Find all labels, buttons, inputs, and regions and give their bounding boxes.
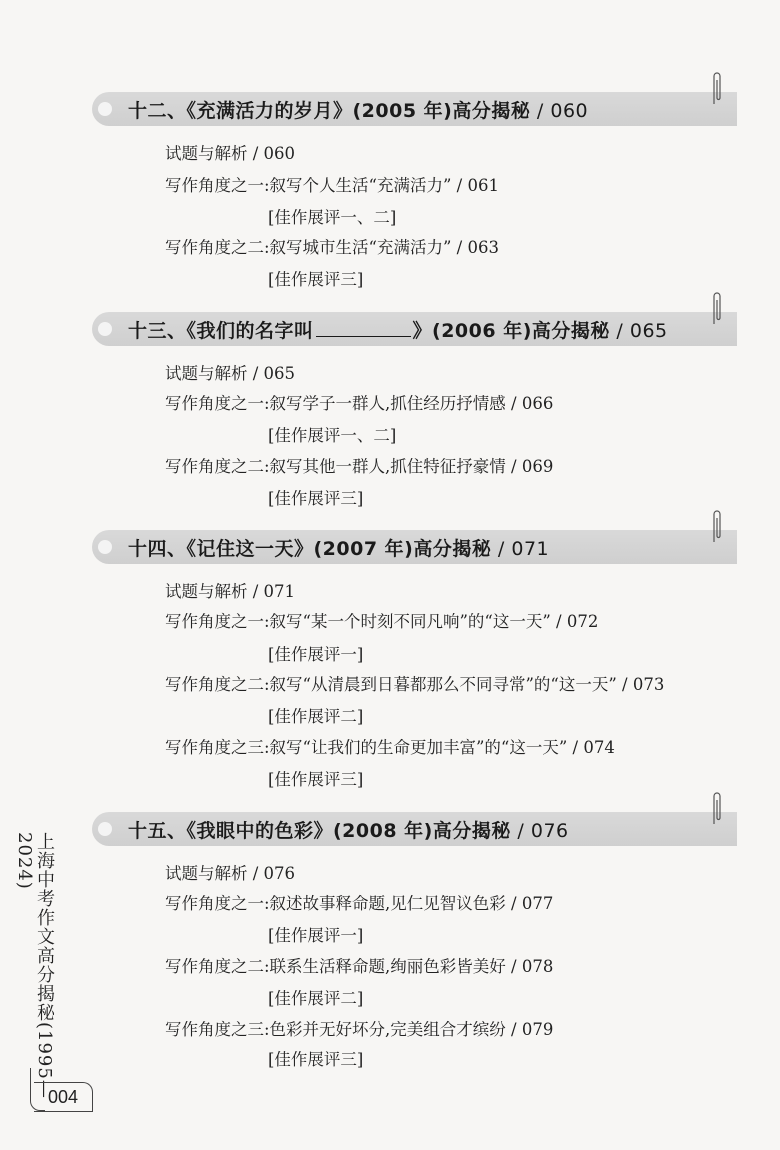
toc-entry[interactable]: 写作角度之二:叙写城市生活“充满活力” / 063 bbox=[165, 238, 499, 257]
toc-subentry[interactable]: [佳作展评二] bbox=[268, 989, 364, 1008]
bullet-dot-icon bbox=[98, 540, 112, 554]
toc-entry[interactable]: 写作角度之一:叙写“某一个时刻不同凡响”的“这一天” / 072 bbox=[165, 612, 599, 631]
section-banner bbox=[92, 92, 737, 126]
toc-entry[interactable]: 试题与解析 / 060 bbox=[165, 144, 296, 163]
paperclip-icon bbox=[711, 70, 723, 106]
toc-entry[interactable]: 写作角度之二:叙写“从清晨到日暮都那么不同寻常”的“这一天” / 073 bbox=[165, 675, 665, 694]
toc-entry[interactable]: 写作角度之二:联系生活释命题,绚丽色彩皆美好 / 078 bbox=[165, 957, 554, 976]
page-number: 004 bbox=[34, 1082, 93, 1112]
toc-subentry[interactable]: [佳作展评三] bbox=[268, 270, 364, 289]
toc-entry[interactable]: 试题与解析 / 076 bbox=[165, 864, 296, 883]
toc-subentry[interactable]: [佳作展评三] bbox=[268, 1050, 364, 1069]
bullet-dot-icon bbox=[98, 102, 112, 116]
toc-entry[interactable]: 写作角度之三:叙写“让我们的生命更加丰富”的“这一天” / 074 bbox=[165, 738, 615, 757]
bullet-dot-icon bbox=[98, 822, 112, 836]
book-title-sidebar: 上海中考作文高分揭秘(1995—2024) bbox=[14, 832, 55, 1099]
toc-subentry[interactable]: [佳作展评三] bbox=[268, 489, 364, 508]
section-banner bbox=[92, 312, 737, 346]
section-banner bbox=[92, 530, 737, 564]
toc-entry[interactable]: 试题与解析 / 071 bbox=[165, 582, 296, 601]
toc-entry[interactable]: 写作角度之一:叙写个人生活“充满活力” / 061 bbox=[165, 176, 499, 195]
toc-entry[interactable]: 写作角度之三:色彩并无好坏分,完美组合才缤纷 / 079 bbox=[165, 1020, 554, 1039]
section-title: 十三、《我们的名字叫 》(2006 年)高分揭秘 / 065 bbox=[128, 320, 668, 342]
toc-entry[interactable]: 写作角度之一:叙述故事释命题,见仁见智议色彩 / 077 bbox=[165, 894, 554, 913]
paperclip-icon bbox=[711, 290, 723, 326]
section-title: 十四、《记住这一天》(2007 年)高分揭秘 / 071 bbox=[128, 538, 550, 560]
toc-subentry[interactable]: [佳作展评一、二] bbox=[268, 426, 397, 445]
section-banner bbox=[92, 812, 737, 846]
section-title: 十二、《充满活力的岁月》(2005 年)高分揭秘 / 060 bbox=[128, 100, 589, 122]
paperclip-icon bbox=[711, 790, 723, 826]
toc-entry[interactable]: 写作角度之二:叙写其他一群人,抓住特征抒豪情 / 069 bbox=[165, 457, 554, 476]
toc-subentry[interactable]: [佳作展评三] bbox=[268, 770, 364, 789]
toc-entry[interactable]: 试题与解析 / 065 bbox=[165, 364, 296, 383]
toc-subentry[interactable]: [佳作展评一] bbox=[268, 926, 364, 945]
toc-subentry[interactable]: [佳作展评一] bbox=[268, 645, 364, 664]
toc-subentry[interactable]: [佳作展评一、二] bbox=[268, 208, 397, 227]
toc-entry[interactable]: 写作角度之一:叙写学子一群人,抓住经历抒情感 / 066 bbox=[165, 394, 554, 413]
toc-subentry[interactable]: [佳作展评二] bbox=[268, 707, 364, 726]
paperclip-icon bbox=[711, 508, 723, 544]
section-title: 十五、《我眼中的色彩》(2008 年)高分揭秘 / 076 bbox=[128, 820, 569, 842]
bullet-dot-icon bbox=[98, 322, 112, 336]
fill-in-blank bbox=[316, 320, 411, 337]
